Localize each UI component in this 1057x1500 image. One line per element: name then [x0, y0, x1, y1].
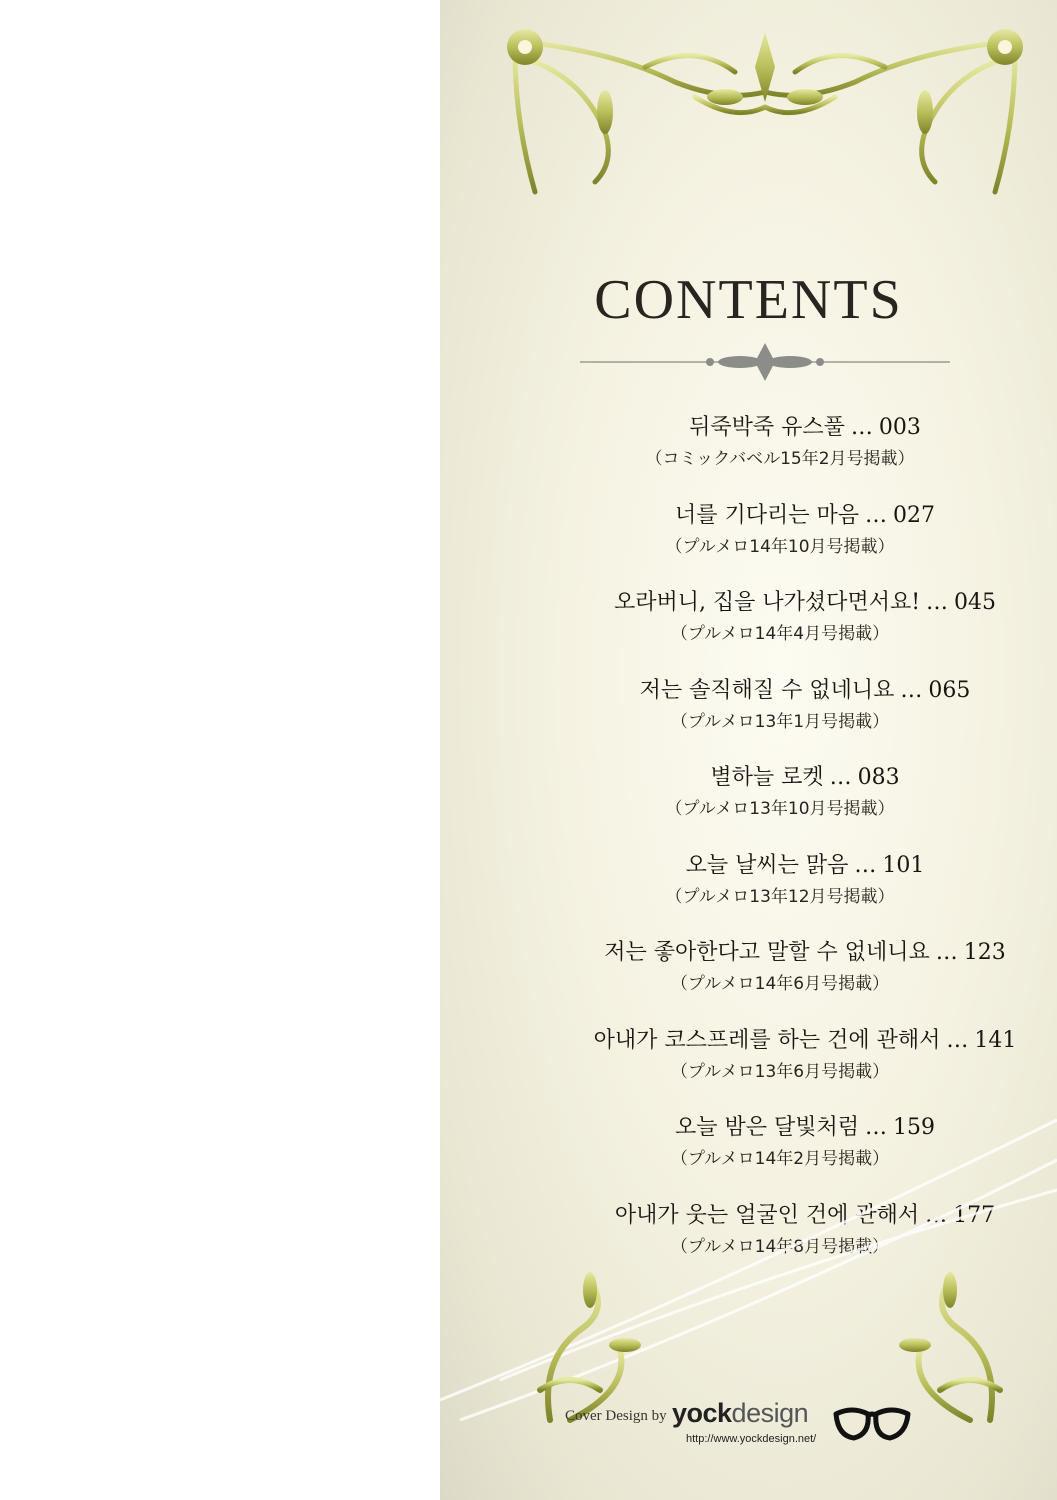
blank-left-page — [0, 0, 440, 1500]
toc-entry-leader: … — [865, 502, 887, 528]
toc-entry-title-text: 너를 기다리는 마음 — [674, 502, 859, 528]
toc-entry-leader: … — [865, 1115, 887, 1140]
designer-url: http://www.yockdesign.net/ — [686, 1433, 817, 1445]
toc-entry-title-text: 오늘 밤은 달빛처럼 — [674, 1115, 859, 1140]
toc-entry-page-number: 045 — [954, 590, 997, 615]
toc-entry — [440, 498, 1057, 578]
toc-entry-page-number: 027 — [893, 502, 935, 528]
toc-entry-title-text: 뒤죽박죽 유스풀 — [689, 415, 845, 440]
toc-entry-title — [525, 410, 1057, 441]
toc-entry-page-number: 083 — [857, 765, 900, 790]
toc-entry-title-text: 별하늘 로켓 — [710, 765, 824, 790]
toc-entry-page-number: 003 — [878, 415, 921, 440]
toc-entry-title-text: 저는 솔직해질 수 없네니요 — [639, 677, 895, 703]
toc-entry-title — [525, 760, 1057, 791]
toc-entry-leader: … — [850, 415, 873, 440]
toc-entry-title-text: 저는 좋아한다고 말할 수 없네니요 — [604, 940, 930, 965]
designer-logo — [672, 1398, 808, 1429]
cover-design-credit: Cover Design by — [565, 1408, 667, 1424]
toc-entry — [440, 673, 1057, 753]
top-ornament — [495, 22, 1035, 202]
toc-entry-source: （プルメロ13年12月号掲載） — [665, 886, 895, 907]
title-divider-ornament — [580, 338, 950, 388]
toc-entry-title-text: 오늘 날씨는 맑음 — [685, 852, 849, 878]
page-title: CONTENTS — [594, 269, 903, 331]
toc-entry-source: （プルメロ14年6月号掲載） — [670, 974, 890, 994]
toc-entry-title — [525, 498, 1057, 529]
toc-entry — [440, 935, 1057, 1015]
toc-entry-source: （プルメロ13年10月号掲載） — [665, 799, 895, 819]
toc-entry-page-number: 141 — [974, 1027, 1017, 1053]
toc-entry — [440, 848, 1057, 928]
glasses-icon — [832, 1400, 912, 1448]
toc-entry-title — [525, 1023, 1057, 1054]
toc-entry-page-number: 101 — [882, 852, 925, 878]
toc-entry-leader: … — [935, 940, 958, 965]
toc-entry-title-text: 아내가 웃는 얼굴인 건에 관해서 — [614, 1202, 920, 1228]
toc-entry-leader: … — [829, 765, 852, 790]
toc-entry-leader: … — [946, 1027, 969, 1053]
toc-entry-title — [525, 673, 1057, 704]
toc-entry-source: （プルメロ13年1月号掲載） — [670, 711, 890, 732]
contents-panel — [440, 0, 1057, 1500]
toc-entry-page-number: 177 — [953, 1202, 996, 1228]
toc-entry — [440, 410, 1057, 490]
toc-entry — [440, 760, 1057, 840]
toc-entry-title — [525, 935, 1057, 966]
toc-entry-page-number: 159 — [893, 1115, 935, 1140]
toc-entry-source: （プルメロ14年2月号掲載） — [670, 1149, 890, 1169]
toc-entry-title-text: 아내가 코스프레를 하는 건에 관해서 — [593, 1027, 941, 1053]
toc-entry — [440, 585, 1057, 665]
toc-entry-source: （プルメロ14年4月号掲載） — [670, 624, 890, 644]
toc-entry-leader: … — [925, 1202, 948, 1228]
designer-logo-bold: yock — [672, 1398, 732, 1428]
toc-entry-source: （コミックバベル15年2月号掲載） — [645, 449, 915, 469]
toc-entry-source: （プルメロ14年8月号掲載） — [670, 1236, 890, 1257]
toc-entry-leader: … — [926, 590, 949, 615]
toc-entry-title — [525, 585, 1057, 616]
toc-entry-title — [525, 848, 1057, 879]
toc-entry-source: （プルメロ14年10月号掲載） — [665, 536, 895, 557]
toc-entry-leader: … — [854, 852, 877, 878]
toc-entry-title-text: 오라버니, 집을 나가셨다면서요! — [613, 590, 921, 615]
toc-entry-leader: … — [900, 677, 923, 703]
designer-logo-light: design — [731, 1398, 809, 1428]
toc-entry-page-number: 065 — [928, 677, 971, 703]
toc-entry-source: （プルメロ13年6月号掲載） — [670, 1061, 890, 1082]
toc-entry-page-number: 123 — [963, 940, 1006, 965]
